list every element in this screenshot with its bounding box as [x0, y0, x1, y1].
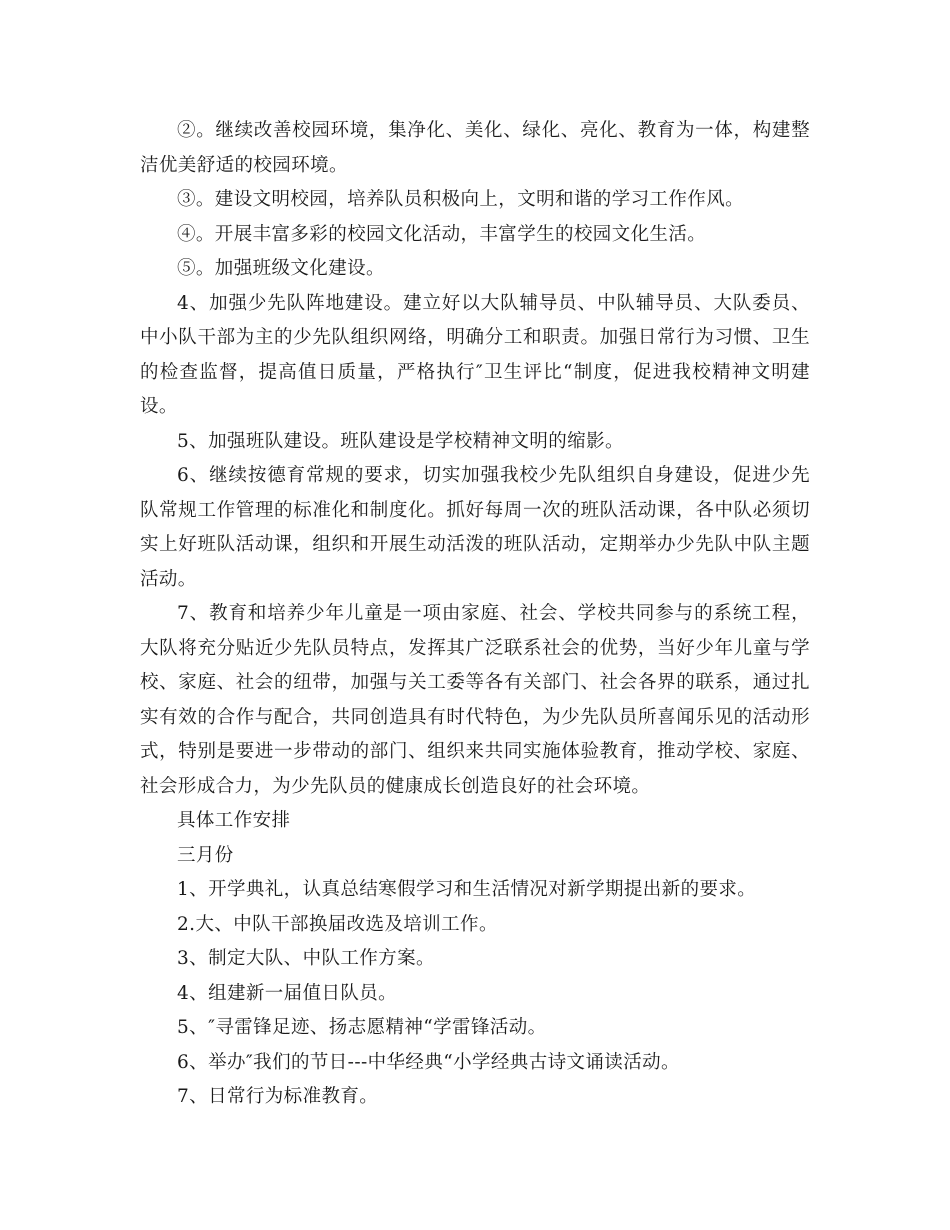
task-item: 7、日常行为标准教育。 — [177, 1086, 379, 1107]
paragraph-point-4: 4、加强少先队阵地建设。建立好以大队辅导员、中队辅导员、大队委员、中小队干部为主的少先队组织网络，明确分工和职责。加强日常行为习惯、卫生的检查监督，提高值日质量，严格执行″卫生评比“制度，促进我校精神文明建设。 — [140, 292, 810, 417]
task-item: 2.大、中队干部换届改选及培训工作。 — [177, 913, 498, 935]
section-heading: 具体工作安排 — [177, 810, 291, 831]
task-item: 6、举办″我们的节日---中华经典“小学经典古诗文诵读活动。 — [177, 1051, 680, 1073]
paragraph-item-3: ③。建设文明校园，培养队员积极向上，文明和谐的学习工作作风。 — [177, 189, 745, 210]
task-item: 4、组建新一届值日队员。 — [177, 982, 398, 1004]
paragraph-item-2: ②。继续改善校园环境，集净化、美化、绿化、亮化、教育为一体，构建整洁优美舒适的校园环境。 — [140, 120, 810, 176]
paragraph-item-5: ⑤。加强班级文化建设。 — [177, 258, 385, 279]
month-heading: 三月份 — [177, 844, 234, 866]
task-item: 1、开学典礼，认真总结寒假学习和生活情况对新学期提出新的要求。 — [177, 879, 757, 900]
paragraph-point-5: 5、加强班队建设。班队建设是学校精神文明的缩影。 — [177, 430, 624, 452]
document-body — [140, 114, 810, 1115]
task-item: 3、制定大队、中队工作方案。 — [177, 948, 435, 969]
task-item: 5、″寻雷锋足迹、扬志愿精神“学雷锋活动。 — [177, 1017, 547, 1038]
paragraph-point-7: 7、教育和培养少年儿童是一项由家庭、社会、学校共同参与的系统工程，大队将充分贴近少先队员特点，发挥其广泛联系社会的优势，当好少年儿童与学校、家庭、社会的纽带，加强与关工委等各有关部门、社会各界的联系，通过扎实有效的合作与配合，共同创造具有时代特色，为少先队员所喜闻乐见的活动形式，特别是要进一步带动的部门、组织来共同实施体验教育，推动学校、家庭、社会形成合力，为少先队员的健康成长创造良好的社会环境。 — [140, 603, 810, 797]
paragraph-item-4: ④。开展丰富多彩的校园文化活动，丰富学生的校园文化生活。 — [177, 223, 707, 245]
paragraph-point-6: 6、继续按德育常规的要求，切实加强我校少先队组织自身建设，促进少先队常规工作管理的标准化和制度化。抓好每周一次的班队活动课，各中队必须切实上好班队活动课，组织和开展生动活泼的班队活动，定期举办少先队中队主题活动。 — [140, 465, 810, 590]
